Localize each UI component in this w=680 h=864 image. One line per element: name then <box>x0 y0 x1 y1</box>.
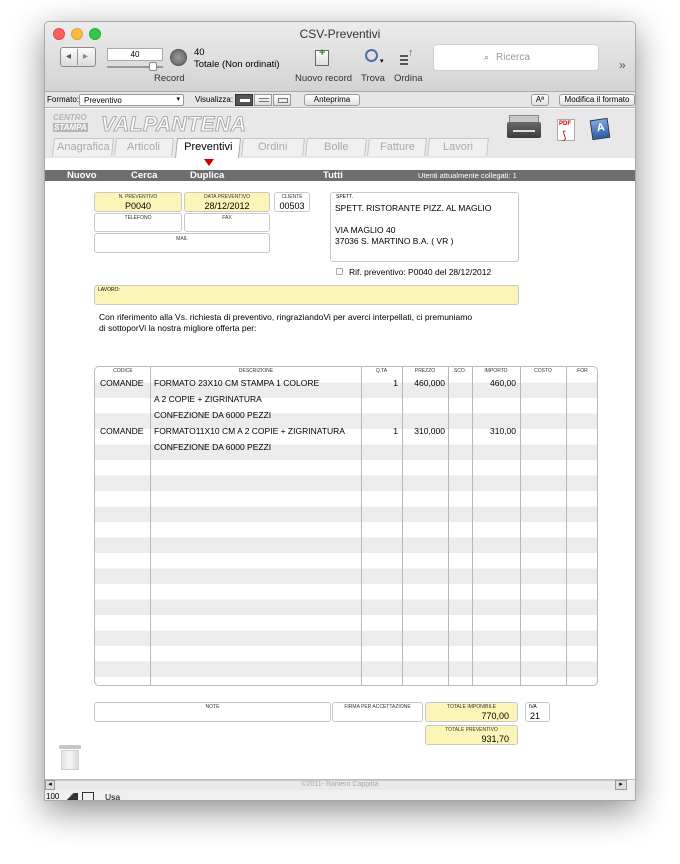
view-label: Visualizza: <box>195 95 234 104</box>
window-title: CSV-Preventivi <box>299 27 381 41</box>
tab-ordini[interactable]: Ordini <box>241 138 305 156</box>
tab-lavori[interactable]: Lavori <box>427 138 489 156</box>
copyright-text: ©2011- Raniero Cappitta <box>301 781 379 788</box>
nav-all-button[interactable]: Tutti <box>323 170 343 181</box>
tab-fatture[interactable]: Fatture <box>367 138 427 156</box>
nav-find-button[interactable]: Cerca <box>131 170 158 181</box>
nav-bar <box>45 170 635 181</box>
quote-total-field[interactable]: TOTALE PREVENTIVO 931,70 <box>425 725 518 745</box>
record-label: Record <box>154 73 185 84</box>
trash-icon[interactable] <box>59 745 81 771</box>
phone-field[interactable]: TELEFONO <box>94 213 182 232</box>
find-icon[interactable] <box>365 49 378 62</box>
scroll-left-button[interactable]: ◂ <box>45 780 55 790</box>
quote-date-field[interactable]: DATA PREVENTIVO 28/12/2012 <box>184 192 270 212</box>
recipient-address-box[interactable] <box>330 192 519 262</box>
col-header-descrizione: DESCRIZIONE <box>151 367 361 380</box>
record-status: Totale (Non ordinati) <box>194 59 280 70</box>
active-tab-arrow-icon <box>204 159 214 166</box>
layout-header <box>45 109 635 158</box>
record-navigator[interactable] <box>60 47 96 67</box>
view-form-button[interactable] <box>235 94 253 106</box>
format-bar <box>45 92 635 108</box>
printer-icon[interactable] <box>507 115 543 141</box>
record-pie-icon <box>170 49 187 66</box>
find-button[interactable]: Trova <box>361 73 385 84</box>
taxable-total-field[interactable]: TOTALE IMPONIBILE 770,00 <box>425 702 518 722</box>
find-dropdown-icon[interactable]: ▾ <box>380 58 384 65</box>
view-table-button[interactable] <box>273 94 291 106</box>
job-field[interactable]: LAVORO: <box>94 285 519 305</box>
items-table[interactable]: CODICE DESCRIZIONE Q.TA PREZZO SCO. IMPORTO COSTO FOR COMANDE FORMATO 23X10 CM STAMPA 1 COLORE 1 460,000 460,00 A 2 COPIE + ZIGRINATURA CONFEZIONE DA 6000 PEZZI COMANDE FORMATO11X10 CM A 2 COPIE + ZIGRINATURA 1 310,000 310,00 CONFEZIONE DA 6000 PEZZI <box>94 366 598 686</box>
title-bar <box>45 22 635 92</box>
search-placeholder: Ricerca <box>496 52 530 63</box>
reference-checkbox[interactable] <box>336 268 343 275</box>
mail-field[interactable]: MAIL <box>94 233 270 253</box>
client-code-value: 00503 <box>279 201 305 211</box>
edit-layout-button[interactable]: Modifica il formato <box>559 94 635 106</box>
quote-number-field[interactable]: N. PREVENTIVO P0040 <box>94 192 182 212</box>
text-format-button[interactable]: Aª <box>531 94 549 106</box>
col-header-importo: IMPORTO <box>472 367 520 380</box>
format-select[interactable] <box>79 94 184 106</box>
reference-text: Rif. preventivo: P0040 del 28/12/2012 <box>349 267 492 277</box>
record-count: 40 <box>194 47 205 58</box>
preview-button[interactable]: Anteprima <box>304 94 360 106</box>
quote-date-value: 28/12/2012 <box>204 201 250 211</box>
new-record-icon[interactable]: + <box>315 50 329 66</box>
address-line-3: 37036 S. MARTINO B.A. ( VR ) <box>335 236 454 246</box>
sort-icon[interactable]: ↑ <box>400 50 414 66</box>
format-label: Formato: <box>47 95 80 104</box>
tab-preventivi[interactable]: Preventivi <box>175 138 241 158</box>
notes-field[interactable]: NOTE <box>94 702 331 722</box>
quote-total-value: 931,70 <box>481 734 509 744</box>
scroll-right-button[interactable]: ▸ <box>615 780 627 790</box>
prev-record-icon[interactable]: ◂ <box>66 51 72 62</box>
search-icon: ⌕ <box>484 52 490 62</box>
zoom-level[interactable]: 100 <box>46 792 60 801</box>
layout-area <box>45 109 635 779</box>
col-header-prezzo: PREZZO <box>402 367 448 380</box>
address-line-1: SPETT. RISTORANTE PIZZ. AL MAGLIO <box>335 203 492 213</box>
address-line-2: VIA MAGLIO 40 <box>335 225 396 235</box>
tab-anagrafica[interactable]: Anagrafica <box>52 138 114 156</box>
app-icon[interactable]: A <box>590 118 611 140</box>
app-window <box>44 21 636 801</box>
record-number-field[interactable]: 40 <box>107 48 163 61</box>
nav-duplicate-button[interactable]: Duplica <box>190 170 225 181</box>
mode-label: Usa <box>105 792 121 801</box>
new-record-button[interactable]: Nuovo record <box>295 73 353 84</box>
vat-value: 21 <box>530 711 541 721</box>
signature-field[interactable]: FIRMA PER ACCETTAZIONE <box>332 702 423 722</box>
intro-line-1: Con riferimento alla Vs. richiesta di preventivo, ringraziandoVi per averci interpellati, ci premuniamo <box>99 312 473 322</box>
zoom-icons[interactable] <box>62 793 78 800</box>
quote-number-value: P0040 <box>124 201 152 211</box>
sort-button[interactable]: Ordina <box>394 73 423 84</box>
logo: CENTRO STAMPA VALPANTENA <box>53 113 247 136</box>
col-header-sconto: SCO. <box>448 367 472 380</box>
status-toggle-icon[interactable] <box>82 792 94 801</box>
client-code-field[interactable]: CLIENTE 00503 <box>274 192 310 212</box>
col-header-fornitore: FOR <box>566 367 598 380</box>
chevron-down-icon: ▾ <box>176 96 180 103</box>
spett-label: SPETT. <box>336 194 353 200</box>
tab-articoli[interactable]: Articoli <box>114 138 174 156</box>
intro-line-2: di sottoporVi la nostra migliore offerta per: <box>99 323 257 333</box>
record-slider-thumb[interactable] <box>149 62 157 71</box>
toolbar-overflow-button[interactable]: » <box>619 58 626 72</box>
search-input[interactable] <box>433 44 599 71</box>
col-header-codice: CODICE <box>95 367 151 380</box>
format-select-value: Preventivo <box>84 96 122 105</box>
vat-field[interactable]: IVA 21 <box>525 702 550 722</box>
tab-bolle[interactable]: Bolle <box>305 138 367 156</box>
col-header-costo: COSTO <box>520 367 566 380</box>
view-list-button[interactable] <box>254 94 272 106</box>
status-bar <box>45 779 635 801</box>
taxable-total-value: 770,00 <box>481 711 509 721</box>
pdf-icon[interactable]: PDF ⟆ <box>557 119 575 141</box>
connected-users: Utenti attualmente collegati: 1 <box>418 171 517 180</box>
fax-field[interactable]: FAX <box>184 213 270 232</box>
nav-new-button[interactable]: Nuovo <box>67 170 97 181</box>
next-record-icon[interactable]: ▸ <box>83 51 89 62</box>
col-header-qta: Q.TA <box>361 367 402 380</box>
